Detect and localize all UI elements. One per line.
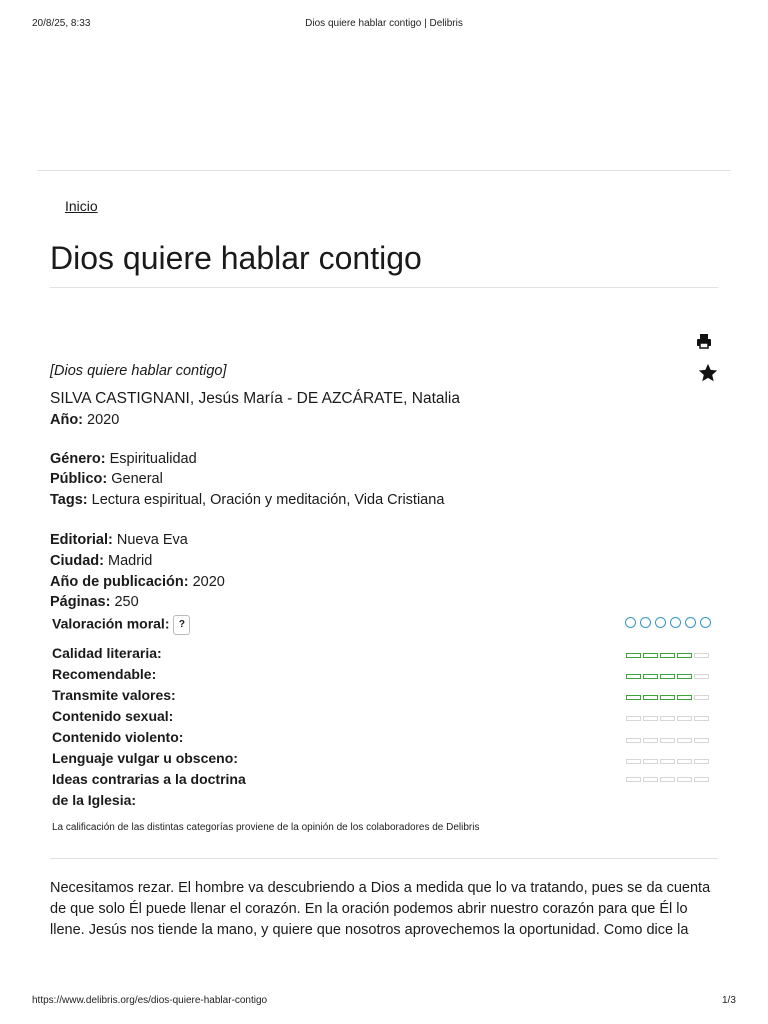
- rating-bar-segment: [677, 759, 692, 764]
- page-title: Dios quiere hablar contigo: [50, 240, 422, 276]
- rating-bar-segment: [660, 759, 675, 764]
- moral-rating-label: Valoración moral:: [52, 615, 170, 632]
- genre-value: Espiritualidad: [109, 451, 197, 467]
- city-row: [50, 553, 152, 569]
- rating-bar-segment: [694, 716, 709, 721]
- breadcrumb-home-link[interactable]: Inicio: [65, 198, 98, 214]
- rating-label-text: Ideas contrarias a la doctrina: [52, 771, 246, 787]
- rating-bar-segment: [643, 777, 658, 782]
- title-divider: [50, 287, 718, 288]
- rating-bar-segment: [643, 674, 658, 679]
- rating-bar-segment: [626, 653, 641, 658]
- rating-bar-segment: [660, 674, 675, 679]
- pages-label: Páginas:: [50, 594, 111, 610]
- rating-bars: [626, 759, 709, 764]
- rating-bar-segment: [694, 695, 709, 700]
- rating-bars: [626, 674, 709, 679]
- audience-value: General: [111, 471, 163, 487]
- rating-bar-segment: [694, 738, 709, 743]
- tags-row: [50, 492, 444, 508]
- rating-label-text: Contenido sexual:: [52, 708, 174, 724]
- print-page-number: 1/3: [722, 995, 736, 1006]
- rating-bar-segment: [660, 738, 675, 743]
- print-icon[interactable]: [695, 332, 713, 350]
- moral-rating-circles: [625, 617, 711, 628]
- moral-rating-circle: [700, 617, 711, 628]
- year-label: Año:: [50, 412, 84, 428]
- moral-rating-row: [52, 615, 190, 635]
- rating-bar-segment: [694, 653, 709, 658]
- rating-bars: [626, 738, 709, 743]
- rating-bar-segment: [660, 777, 675, 782]
- moral-rating-circle: [685, 617, 696, 628]
- rating-bar-segment: [677, 716, 692, 721]
- genre-row: [50, 451, 197, 467]
- rating-bar-segment: [643, 695, 658, 700]
- pub-year-label: Año de publicación:: [50, 574, 189, 590]
- tags-label: Tags:: [50, 492, 88, 508]
- rating-bar-segment: [643, 759, 658, 764]
- print-page-title: Dios quiere hablar contigo | Delibris: [305, 18, 463, 29]
- ratings-note: La calificación de las distintas categorías proviene de la opinión de los colaboradores de Delibris: [52, 822, 480, 833]
- year-value: 2020: [87, 412, 120, 428]
- print-url: https://www.delibris.org/es/dios-quiere-hablar-contigo: [32, 995, 268, 1006]
- rating-bar-segment: [660, 653, 675, 658]
- year-row: [50, 412, 119, 428]
- header-divider: [37, 170, 731, 171]
- original-title: [Dios quiere hablar contigo]: [50, 363, 227, 379]
- ratings-divider: [50, 858, 718, 859]
- rating-bar-segment: [677, 738, 692, 743]
- rating-bar-segment: [660, 695, 675, 700]
- rating-bar-segment: [677, 695, 692, 700]
- rating-label: [52, 750, 238, 766]
- book-description: Necesitamos rezar. El hombre va descubriendo a Dios a medida que lo va tratando, pues se da cuenta de que solo Él puede llenar el corazón. En la oración podemos abrir nuestro corazón para que Él lo llene. Jesús nos tiende la mano, y quiere que nosotros aprovechemos la oportunidad. Como dice la: [50, 880, 711, 938]
- rating-bar-segment: [643, 716, 658, 721]
- pub-year-value: 2020: [192, 574, 225, 590]
- publisher-value: Nueva Eva: [116, 532, 188, 548]
- moral-rating-circle: [625, 617, 636, 628]
- moral-rating-circle: [655, 617, 666, 628]
- publisher-label: Editorial:: [50, 532, 113, 548]
- audience-row: [50, 471, 163, 487]
- rating-label: [52, 666, 156, 682]
- rating-label-text: Calidad literaria:: [52, 645, 162, 661]
- rating-bar-segment: [677, 653, 692, 658]
- rating-bars: [626, 695, 709, 700]
- rating-bar-segment: [643, 738, 658, 743]
- rating-bars: [626, 653, 709, 658]
- pages-row: [50, 594, 139, 610]
- rating-bar-segment: [626, 759, 641, 764]
- rating-bar-segment: [626, 716, 641, 721]
- rating-label: [52, 771, 246, 808]
- rating-label: [52, 687, 176, 703]
- rating-bar-segment: [694, 777, 709, 782]
- rating-bar-segment: [626, 738, 641, 743]
- rating-bar-segment: [677, 777, 692, 782]
- rating-bar-segment: [677, 674, 692, 679]
- moral-rating-circle: [670, 617, 681, 628]
- genre-label: Género:: [50, 451, 106, 467]
- rating-bars: [626, 777, 709, 782]
- rating-label-text: Lenguaje vulgar u obsceno:: [52, 750, 238, 766]
- rating-bar-segment: [626, 674, 641, 679]
- tags-value: Lectura espiritual, Oración y meditación, Vida Cristiana: [91, 492, 445, 508]
- city-value: Madrid: [108, 553, 153, 569]
- print-datetime: 20/8/25, 8:33: [32, 18, 91, 29]
- audience-label: Público:: [50, 471, 108, 487]
- rating-bar-segment: [626, 777, 641, 782]
- star-icon[interactable]: [697, 362, 719, 384]
- pages-value: 250: [114, 594, 139, 610]
- rating-label-text: de la Iglesia:: [52, 792, 137, 808]
- rating-bar-segment: [694, 674, 709, 679]
- moral-rating-help-button[interactable]: ?: [173, 615, 190, 635]
- rating-label: [52, 729, 183, 745]
- authors: SILVA CASTIGNANI, Jesús María - DE AZCÁRATE, Natalia: [50, 390, 461, 407]
- rating-label: [52, 708, 173, 724]
- rating-bar-segment: [694, 759, 709, 764]
- rating-bars: [626, 716, 709, 721]
- rating-label-text: Transmite valores:: [52, 687, 176, 703]
- rating-label-text: Recomendable:: [52, 666, 157, 682]
- publisher-row: [50, 532, 188, 548]
- rating-bar-segment: [660, 716, 675, 721]
- city-label: Ciudad:: [50, 553, 104, 569]
- rating-bar-segment: [626, 695, 641, 700]
- rating-label: [52, 645, 162, 661]
- rating-label-text: Contenido violento:: [52, 729, 184, 745]
- pub-year-row: [50, 574, 225, 590]
- moral-rating-circle: [640, 617, 651, 628]
- rating-bar-segment: [643, 653, 658, 658]
